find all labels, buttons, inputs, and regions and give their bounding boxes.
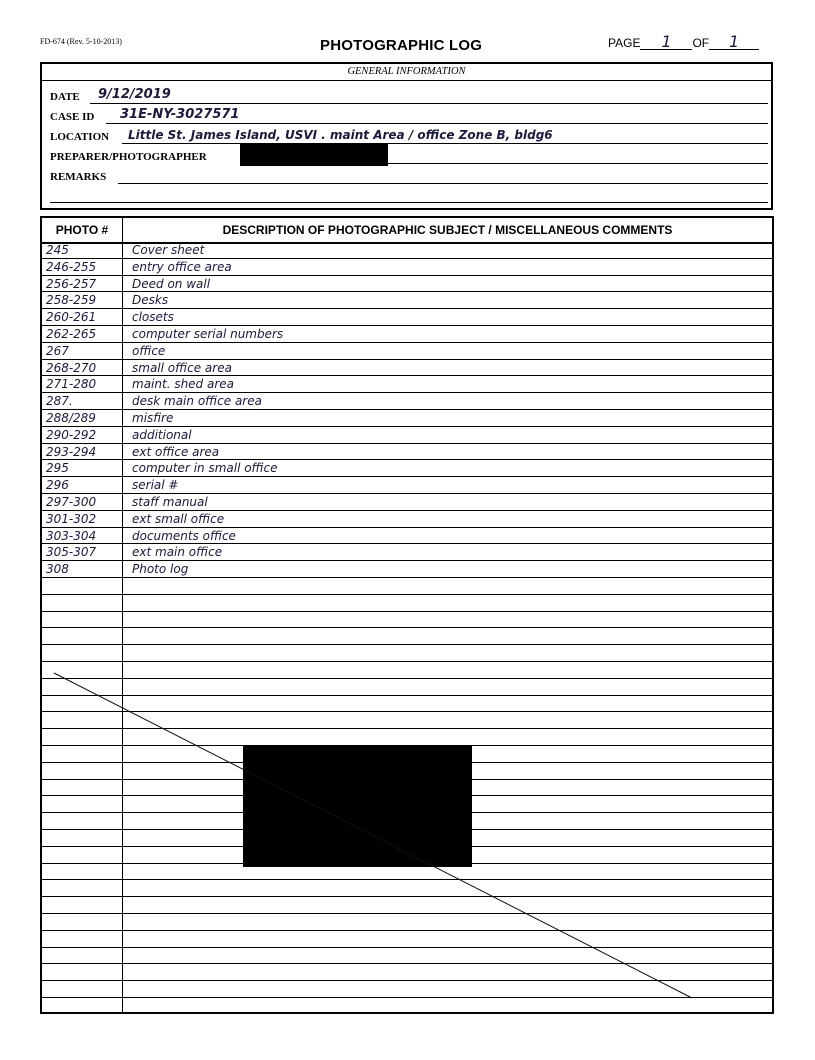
- description-cell: ext main office: [132, 545, 223, 560]
- photo-number-cell: 297-300: [46, 495, 97, 509]
- description-cell: closets: [132, 310, 174, 325]
- row-line: [42, 896, 772, 897]
- photo-number-cell: 246-255: [46, 259, 97, 274]
- row-line: [42, 644, 772, 645]
- description-cell: documents office: [132, 528, 236, 543]
- case-id-value: 31E-NY-3027571: [120, 107, 240, 122]
- page-indicator: [608, 32, 759, 51]
- row-line: [42, 611, 772, 612]
- description-cell: computer in small office: [132, 461, 278, 476]
- row-line: [42, 476, 772, 477]
- row-line: [42, 947, 772, 948]
- of-label: OF: [692, 36, 710, 50]
- remarks-field: [50, 166, 768, 184]
- photo-number-cell: 301-302: [46, 511, 97, 526]
- photo-number-cell: 303-304: [46, 528, 97, 543]
- description-cell: Deed on wall: [132, 276, 211, 291]
- row-line: [42, 678, 772, 679]
- row-line: [42, 258, 772, 259]
- date-field: [50, 86, 768, 104]
- description-cell: computer serial numbers: [132, 327, 284, 341]
- description-cell: misfire: [132, 411, 174, 425]
- page-total: 1: [709, 35, 759, 50]
- description-cell: additional: [132, 427, 192, 442]
- row-line: [42, 560, 772, 561]
- case-id-label: CASE ID: [50, 111, 95, 123]
- page-number: 1: [640, 35, 692, 50]
- preparer-field: [50, 146, 768, 164]
- date-label: DATE: [50, 91, 80, 103]
- row-line: [42, 527, 772, 528]
- photo-number-cell: 288/289: [46, 411, 96, 425]
- photo-number-cell: 260-261: [46, 310, 97, 325]
- row-line: [42, 913, 772, 914]
- row-line: [42, 375, 772, 376]
- photo-number-cell: 271-280: [46, 377, 97, 392]
- photo-number-cell: 295: [46, 461, 69, 476]
- description-cell: maint. shed area: [132, 377, 235, 392]
- description-cell: ext small office: [132, 511, 225, 526]
- description-cell: office: [132, 343, 166, 358]
- row-line: [42, 342, 772, 343]
- row-line: [42, 459, 772, 460]
- page-title: PHOTOGRAPHIC LOG: [320, 37, 483, 54]
- description-cell: ext office area: [132, 444, 220, 459]
- table-header: [42, 218, 772, 244]
- description-cell: staff manual: [132, 495, 208, 509]
- row-line: [42, 308, 772, 309]
- row-line: [42, 728, 772, 729]
- row-line: [42, 510, 772, 511]
- description-cell: Photo log: [132, 562, 189, 577]
- description-cell: serial #: [132, 478, 179, 493]
- redaction-block-large: [243, 746, 472, 867]
- row-line: [42, 711, 772, 712]
- case-id-field: [50, 106, 768, 124]
- location-field: [50, 126, 768, 144]
- photo-number-cell: 267: [46, 343, 69, 358]
- date-value: 9/12/2019: [98, 87, 171, 102]
- row-line: [42, 392, 772, 393]
- photo-number-cell: 258-259: [46, 293, 97, 308]
- row-line: [42, 443, 772, 444]
- row-line: [42, 291, 772, 292]
- location-label: LOCATION: [50, 131, 110, 143]
- photo-number-cell: 296: [46, 478, 69, 493]
- photo-number-cell: 262-265: [46, 327, 97, 341]
- row-line: [42, 594, 772, 595]
- remarks-label: REMARKS: [50, 171, 107, 183]
- photo-number-cell: 308: [46, 562, 69, 577]
- row-line: [42, 426, 772, 427]
- row-line: [42, 997, 772, 998]
- photo-number-cell: 305-307: [46, 545, 97, 560]
- photo-number-cell: 256-257: [46, 276, 97, 291]
- row-line: [42, 661, 772, 662]
- description-cell: Cover sheet: [132, 243, 205, 257]
- row-line: [42, 409, 772, 410]
- photo-number-header: PHOTO #: [42, 218, 123, 242]
- location-value: Little St. James Island, USVI . maint Area / office Zone B, bldg6: [128, 128, 553, 142]
- row-line: [42, 930, 772, 931]
- remarks-line: [50, 202, 768, 203]
- description-header: DESCRIPTION OF PHOTOGRAPHIC SUBJECT / MISCELLANEOUS COMMENTS: [222, 223, 673, 237]
- row-line: [42, 359, 772, 360]
- row-line: [42, 577, 772, 578]
- row-line: [42, 695, 772, 696]
- form-number: FD-674 (Rev. 5-10-2013): [40, 37, 122, 46]
- redaction-block: [240, 143, 388, 166]
- row-line: [42, 627, 772, 628]
- description-cell: small office area: [132, 360, 232, 375]
- row-line: [42, 963, 772, 964]
- general-information-section: [40, 62, 773, 210]
- row-line: [42, 493, 772, 494]
- photo-number-cell: 293-294: [46, 444, 97, 459]
- description-cell: Desks: [132, 293, 169, 308]
- page-label: PAGE: [608, 36, 641, 50]
- photo-log-table: [40, 216, 774, 1014]
- row-line: [42, 275, 772, 276]
- preparer-label: PREPARER/PHOTOGRAPHER: [50, 151, 207, 163]
- row-line: [42, 980, 772, 981]
- general-information-heading: GENERAL INFORMATION: [42, 64, 771, 81]
- description-cell: entry office area: [132, 259, 232, 274]
- photo-number-cell: 268-270: [46, 360, 97, 375]
- photo-number-cell: 290-292: [46, 427, 97, 442]
- description-cell: desk main office area: [132, 394, 262, 409]
- row-line: [42, 543, 772, 544]
- row-line: [42, 879, 772, 880]
- row-line: [42, 325, 772, 326]
- photo-number-cell: 287.: [46, 394, 73, 409]
- photo-number-cell: 245: [46, 243, 69, 257]
